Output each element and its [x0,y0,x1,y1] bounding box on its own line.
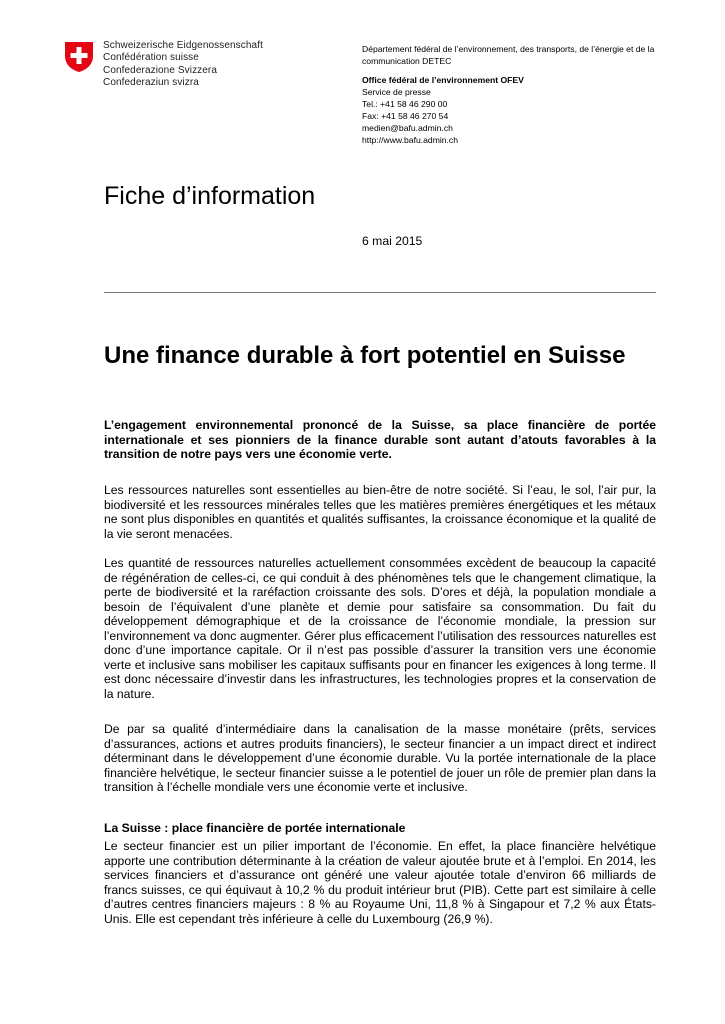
office-name: Office fédéral de l’environnement OFEV [362,75,524,85]
press-service: Service de presse [362,87,431,97]
body-paragraph: Les ressources naturelles sont essentielles au bien-être de notre société. Si l’eau, le sol, l’air pur, la biodiversité et les ressources minérales telles que les matières premières énergétiques et les métaux ne sont plus disponibles en quantités et qualités suffisantes, la croissance économique et la qualité de la vie seront menacées. [104,483,656,541]
lead-paragraph: L’engagement environnemental prononcé de la Suisse, sa place financière de portée internationale et ses pionniers de la finance durable sont autant d’atouts favorables à la transition de notre pays vers une économie verte. [104,418,656,461]
department-name: Département fédéral de l’environnement, des transports, de l’énergie et de la communication DETEC [362,44,655,66]
document-title: Fiche d’information [104,182,316,210]
divider [104,292,656,293]
section-subheading: La Suisse : place financière de portée internationale [104,821,406,835]
body-paragraph: Les quantité de ressources naturelles actuellement consommées excèdent de beaucoup la capacité de régénération de celles-ci, ce qui conduit à des phénomènes tels que le changement climatique, la perte de biodiversité et la raréfaction croissante des sols. D’ores et déjà, la population mondiale a besoin de l’équivalent d’une planète et demie pour satisfaire sa consommation. Du fait du développement démographique et de la croissance de l’économie mondiale, la pression sur l’environnement va donc augmenter. Gérer plus efficacement l’utilisation des ressources naturelles est donc d’une importance capitale. Or il n’est pas possible d’assurer la transition vers une économie verte et inclusive sans mobiliser les capitaux suffisants pour en financer les exigences à long terme. Il est donc nécessaire d’investir dans les infrastructures, les technologies propres et la conservation de la nature. [104,556,656,701]
website-link[interactable]: http://www.bafu.admin.ch [362,135,459,145]
confederation-line: Confederazione Svizzera [103,64,218,76]
confederation-line: Confédération suisse [103,52,199,64]
department-contact-block [362,43,662,146]
confederation-name-block [103,40,263,89]
phone-number: Tel.: +41 58 46 290 00 [362,99,448,109]
confederation-line: Schweizerische Eidgenossenschaft [103,40,263,51]
body-paragraph: Le secteur financier est un pilier important de l’économie. En effet, la place financière helvétique apporte une contribution déterminante à la création de valeur ajoutée brute et à l’emploi. En 2014, les services financiers et d’assurance ont généré une valeur ajoutée totale d’environ 66 milliards de francs suisses, ce qui équivaut à 10,2 % du produit intérieur brut (PIB). Cette part est similaire à celle d’autres centres financiers majeurs : 8 % au Royaume Uni, 11,8 % à Singapour et 7,2 % aux États-Unis. Elle est cependant très inférieure à celle du Luxembourg (26,9 %). [104,839,656,926]
document-date: 6 mai 2015 [362,234,423,248]
confederation-line: Confederaziun svizra [103,76,199,88]
email-link[interactable]: medien@bafu.admin.ch [362,123,453,133]
fax-number: Fax: +41 58 46 270 54 [362,111,449,121]
headline: Une finance durable à fort potentiel en Suisse [104,342,626,369]
swiss-coat-of-arms-icon [64,41,94,73]
body-paragraph: De par sa qualité d’intermédiaire dans la canalisation de la masse monétaire (prêts, services d’assurances, actions et autres produits financiers), le secteur financier a un impact direct et indirect déterminant dans le développement d’une économie durable. Vu la portée internationale de la place financière helvétique, le secteur financier suisse a le potentiel de jouer un rôle de premier plan dans la transition à l’échelle mondiale vers une économie verte et inclusive. [104,722,656,794]
